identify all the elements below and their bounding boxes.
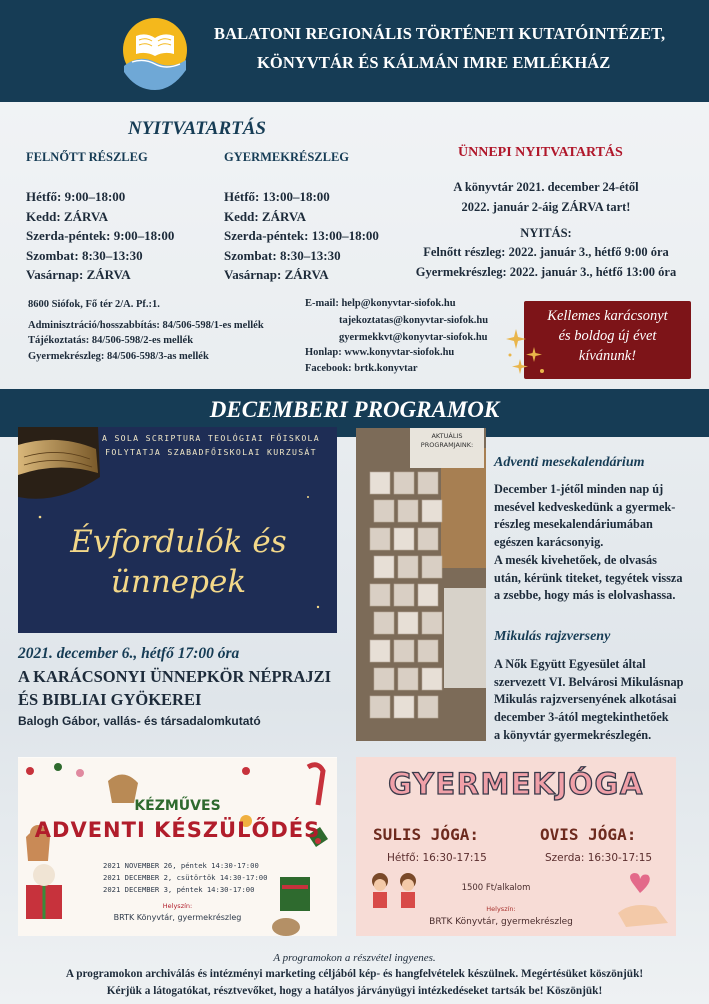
greeting-line: Kellemes karácsonyt: [547, 308, 668, 324]
institution-name-line1: BALATONI REGIONÁLIS TÖRTÉNETI KUTATÓINTÉZET,: [214, 24, 666, 43]
kindergarten-yoga-time: Szerda: 16:30-17:15: [545, 852, 653, 864]
facebook-link[interactable]: Facebook: brtk.konyvtar: [305, 363, 418, 374]
crafts-date: 2021 DECEMBER 2, csütörtök 14:30-17:00: [103, 873, 268, 882]
holiday-hours-title: ÜNNEPI NYITVATARTÁS: [458, 145, 623, 160]
adult-section-heading: FELNŐTT RÉSZLEG: [26, 150, 148, 164]
text-line: egészen karácsonyig.: [494, 535, 604, 550]
calendar-pocket: [374, 612, 394, 634]
footer-recording-notice: A programokon archiválás és intézményi marketing céljából kép- és hangfelvételek készülnek. Megértésüket köszönjük!: [65, 968, 644, 980]
text-line: A mesék kivehetőek, de olvasás: [494, 552, 657, 567]
email-help-link[interactable]: E-mail: help@konyvtar-siofok.hu: [305, 298, 456, 309]
calendar-pocket: [422, 556, 442, 578]
caption-line: FOLYTATJA SZABADFŐISKOLAI KURZUSÁT: [105, 447, 317, 457]
email-info-link[interactable]: tajekoztatas@konyvtar-siofok.hu: [339, 315, 489, 326]
lecture-title-line2: ÉS BIBLIAI GYÖKEREI: [18, 690, 202, 709]
crafts-title-line2: ADVENTI KÉSZÜLŐDÉS: [34, 818, 321, 842]
kids-section-heading: GYERMEKRÉSZLEG: [224, 150, 350, 164]
text-line: december 3-ától megtekinthetőek: [494, 710, 669, 725]
crafts-place: BRTK Könyvtár, gyermekrészleg: [113, 913, 242, 922]
calendar-pocket: [374, 500, 394, 522]
yoga-place-label: Helyszín:: [486, 905, 516, 913]
hours-row: Vasárnap: ZÁRVA: [224, 267, 329, 283]
text-line: a zsebbe, hogy más is elolvashassa.: [494, 588, 676, 603]
hours-row: Szerda-péntek: 9:00–18:00: [26, 228, 175, 244]
calendar-pocket: [398, 500, 418, 522]
hours-row: Szombat: 8:30–13:30: [26, 247, 143, 263]
advent-calendar-image: [356, 428, 486, 741]
adult-hours-list: [26, 187, 174, 285]
kindergarten-yoga-label: OVIS JÓGA:: [540, 825, 637, 844]
postal-address: 8600 Siófok, Fő tér 2/A. Pf.:1.: [28, 299, 160, 310]
yoga-price: 1500 Ft/alkalom: [461, 883, 531, 893]
text-line: A Nők Együtt Egyesület által: [494, 657, 646, 671]
college-caption: [95, 431, 327, 459]
calendar-pocket: [394, 696, 414, 718]
text-line: Mikulás rajzversenyének alkotásai: [494, 692, 677, 707]
calendar-pocket: [418, 696, 438, 718]
lecture-speaker: Balogh Gábor, vallás- és társadalomkutató: [18, 714, 261, 728]
text-line: után, kérünk titeket, tegyétek vissza: [494, 570, 683, 585]
santa-drawing-contest-text: [494, 656, 683, 745]
crafts-title-line1: KÉZMŰVES: [134, 798, 221, 814]
opening-hours-title: NYITVATARTÁS: [128, 118, 266, 139]
advent-calendar-text: [494, 481, 683, 605]
calendar-pocket: [422, 612, 442, 634]
header-bar: [0, 0, 709, 102]
footer-covid-notice: Kérjük a látogatókat, résztvevőket, hogy a hatályos járványügyi intézkedéseket tartsák be! Köszönjük!: [106, 985, 603, 997]
phone-admin: Adminisztráció/hosszabbítás: 84/506-598/1-es mellék: [28, 320, 264, 331]
website-link[interactable]: Honlap: www.konyvtar-siofok.hu: [305, 347, 455, 358]
advent-calendar-photo: [356, 428, 486, 741]
phone-kids: Gyermekrészleg: 84/506-598/3-as mellék: [28, 351, 209, 362]
calendar-pocket: [422, 500, 442, 522]
text-line: a könyvtár gyermekrészlegén.: [494, 727, 652, 742]
holiday-line: NYITÁS:: [520, 226, 572, 240]
photo-sign-line: PROGRAMJAINK:: [420, 441, 474, 449]
caption-line: A SOLA SCRIPTURA TEOLÓGIAI FŐISKOLA: [101, 433, 321, 443]
calendar-pocket: [418, 528, 438, 550]
gold-stars-icon: [506, 325, 550, 380]
kids-yoga-title: GYERMEKJÓGA: [388, 767, 644, 801]
text-line: szervezett VI. Belvárosi Mikulásnap: [494, 674, 684, 689]
calendar-pocket: [394, 584, 414, 606]
school-yoga-time: Hétfő: 16:30-17:15: [387, 852, 487, 864]
calendar-pocket: [398, 668, 418, 690]
hours-row: Hétfő: 9:00–18:00: [26, 189, 126, 204]
institution-name-line2: KÖNYVTÁR ÉS KÁLMÁN IMRE EMLÉKHÁZ: [257, 53, 611, 72]
santa-drawing-contest-heading: Mikulás rajzverseny: [494, 629, 611, 644]
calendar-pocket: [374, 556, 394, 578]
december-programs-title: DECEMBERI PROGRAMOK: [209, 397, 500, 422]
greeting-line: kívánunk!: [578, 348, 637, 364]
crafts-date: 2021 NOVEMBER 26, péntek 14:30-17:00: [103, 861, 259, 870]
holiday-line: Gyermekrészleg: 2022. január 3., hétfő 13:00 óra: [415, 265, 677, 279]
advent-calendar-heading: Adventi mesekalendárium: [494, 455, 645, 470]
holiday-line: 2022. január 2-áig ZÁRVA tart!: [461, 200, 631, 214]
photo-sign-line: AKTUÁLIS: [431, 432, 463, 440]
phone-info: Tájékoztatás: 84/506-598/2-es mellék: [28, 335, 194, 346]
calendar-pocket: [370, 584, 390, 606]
title-line: ünnepek: [110, 564, 247, 600]
crafts-place-label: Helyszín:: [162, 902, 193, 910]
hours-row: Szerda-péntek: 13:00–18:00: [224, 228, 379, 244]
calendar-pocket: [394, 528, 414, 550]
crafts-date: 2021 DECEMBER 3, péntek 14:30-17:00: [103, 885, 255, 894]
greeting-line: és boldog új évet: [558, 328, 657, 344]
calendar-pocket: [418, 584, 438, 606]
hours-row: Hétfő: 13:00–18:00: [224, 189, 330, 204]
calendar-pocket: [394, 640, 414, 662]
hours-row: Kedd: ZÁRVA: [224, 208, 307, 224]
text-line: mesével kedveskedünk a gyermek-: [494, 499, 676, 514]
calendar-pocket: [394, 472, 414, 494]
calendar-pocket: [370, 472, 390, 494]
hours-row: Szombat: 8:30–13:30: [224, 247, 341, 263]
calendar-pocket: [398, 612, 418, 634]
yoga-place: BRTK Könyvtár, gyermekrészleg: [429, 917, 573, 927]
kids-hours-list: [224, 187, 379, 285]
lecture-date: 2021. december 6., hétfő 17:00 óra: [18, 645, 240, 662]
holiday-line: A könyvtár 2021. december 24-étől: [453, 180, 639, 194]
hours-row: Kedd: ZÁRVA: [26, 208, 109, 224]
text-line: részleg mesekalendáriumában: [494, 517, 653, 532]
text-line: December 1-jétől minden nap új: [494, 482, 664, 496]
hours-row: Vasárnap: ZÁRVA: [26, 267, 131, 283]
email-kids-link[interactable]: gyermekkvt@konyvtar-siofok.hu: [339, 332, 488, 343]
photo-sign: [411, 432, 483, 450]
calendar-pocket: [398, 556, 418, 578]
calendar-pocket: [422, 668, 442, 690]
calendar-pocket: [418, 472, 438, 494]
lecture-title-line1: A KARÁCSONYI ÜNNEPKÖR NÉPRAJZI: [18, 667, 332, 686]
calendar-pocket: [370, 528, 390, 550]
footer-free-entry: A programokon a részvétel ingyenes.: [273, 952, 436, 964]
calendar-pocket: [418, 640, 438, 662]
calendar-pocket: [370, 640, 390, 662]
school-yoga-label: SULIS JÓGA:: [373, 825, 479, 844]
calendar-pocket: [370, 696, 390, 718]
anniversaries-title: [26, 522, 331, 602]
book-sun-wave-logo: [122, 14, 188, 90]
title-line: Évfordulók és: [70, 524, 287, 560]
calendar-pocket: [374, 668, 394, 690]
holiday-line: Felnőtt részleg: 2022. január 3., hétfő 9:00 óra: [423, 245, 669, 259]
